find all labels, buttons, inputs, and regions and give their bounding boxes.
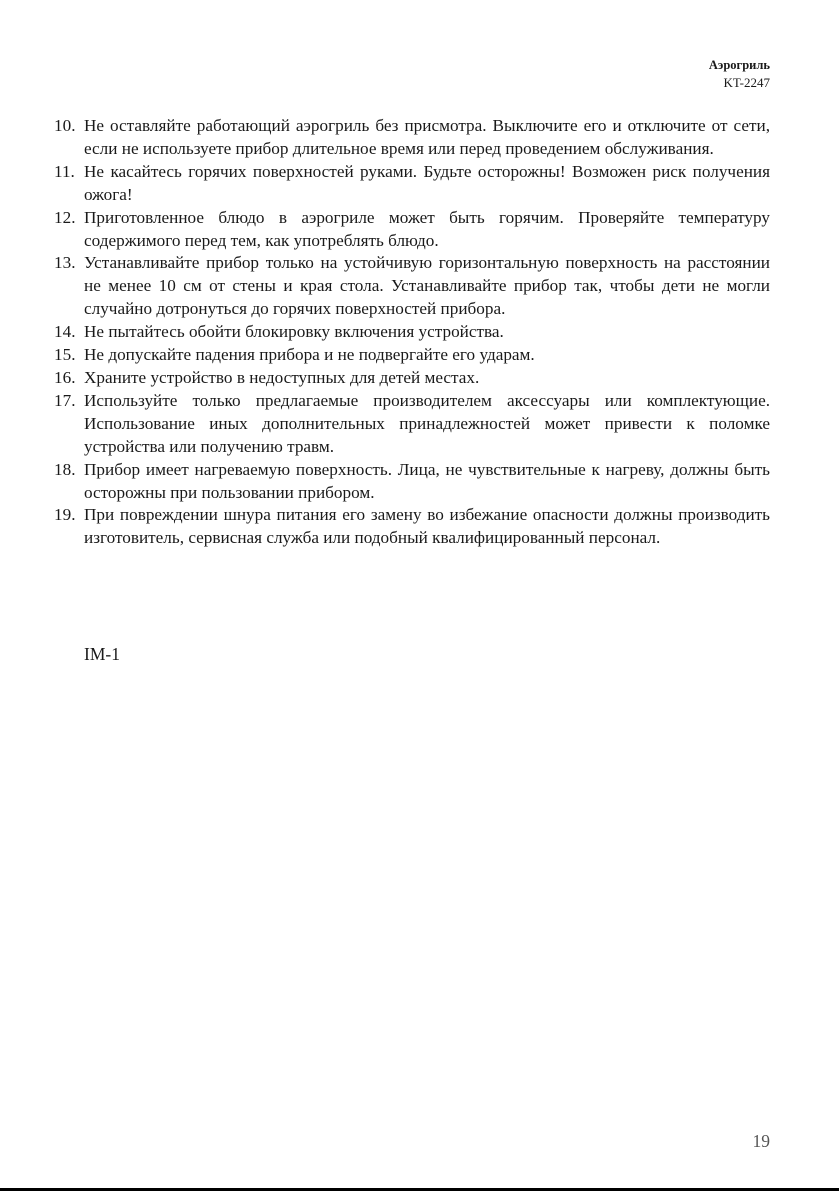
item-number: 19.	[54, 505, 76, 525]
list-item	[54, 115, 770, 161]
item-text: Не пытайтесь обойти блокировку включения устройства.	[84, 322, 504, 342]
list-item	[54, 504, 770, 550]
item-number: 15.	[54, 345, 76, 365]
list-item	[54, 390, 770, 459]
list-item	[54, 161, 770, 207]
model-number: KT-2247	[723, 75, 770, 90]
list-item	[54, 459, 770, 505]
item-text: Используйте только предлагаемые производителем аксессуары или комплектующие. Использование иных дополнительных принадлежностей может привести к поломке устройства или получению травм.	[84, 390, 770, 456]
item-text: Прибор имеет нагреваемую поверхность. Лица, не чувствительные к нагреву, должны быть осторожны при пользовании прибором.	[84, 459, 770, 502]
item-number: 11.	[54, 161, 75, 181]
item-number: 17.	[54, 390, 76, 410]
item-text: Устанавливайте прибор только на устойчивую горизонтальную поверхность на расстоянии не менее 10 см от стены и края стола. Устанавливайте прибор так, чтобы дети не могли случайно дотронуться до горячих поверхностей прибора.	[84, 253, 770, 319]
item-number: 14.	[54, 322, 76, 342]
item-text: Не оставляйте работающий аэрогриль без присмотра. Выключите его и отключите от сети, если не используете прибор длительное время или перед проведением обслуживания.	[84, 116, 770, 158]
item-text: Храните устройство в недоступных для детей местах.	[84, 367, 480, 387]
item-text: Не касайтесь горячих поверхностей руками. Будьте осторожны! Возможен риск получения ожога!	[84, 161, 770, 204]
item-text: Не допускайте падения прибора и не подвергайте его ударам.	[84, 345, 535, 365]
list-item	[54, 344, 770, 367]
list-item	[54, 252, 770, 321]
item-text: Приготовленное блюдо в аэрогриле может быть горячим. Проверяйте температуру содержимого перед тем, как употреблять блюдо.	[84, 207, 770, 250]
page-header	[709, 57, 770, 91]
item-text: При повреждении шнура питания его замену во избежание опасности должны производить изготовитель, сервисная служба или подобный квалифицированный персонал.	[84, 505, 770, 548]
safety-instructions-list	[54, 115, 770, 550]
list-item	[54, 367, 770, 390]
list-item	[54, 207, 770, 253]
page-number: 19	[752, 1131, 770, 1151]
item-number: 13.	[54, 253, 76, 273]
item-number: 10.	[54, 116, 76, 135]
item-number: 12.	[54, 207, 76, 227]
manual-code: IM-1	[84, 644, 120, 664]
item-number: 16.	[54, 367, 76, 387]
product-name: Аэрогриль	[708, 58, 770, 72]
item-number: 18.	[54, 459, 76, 479]
list-item	[54, 321, 770, 344]
